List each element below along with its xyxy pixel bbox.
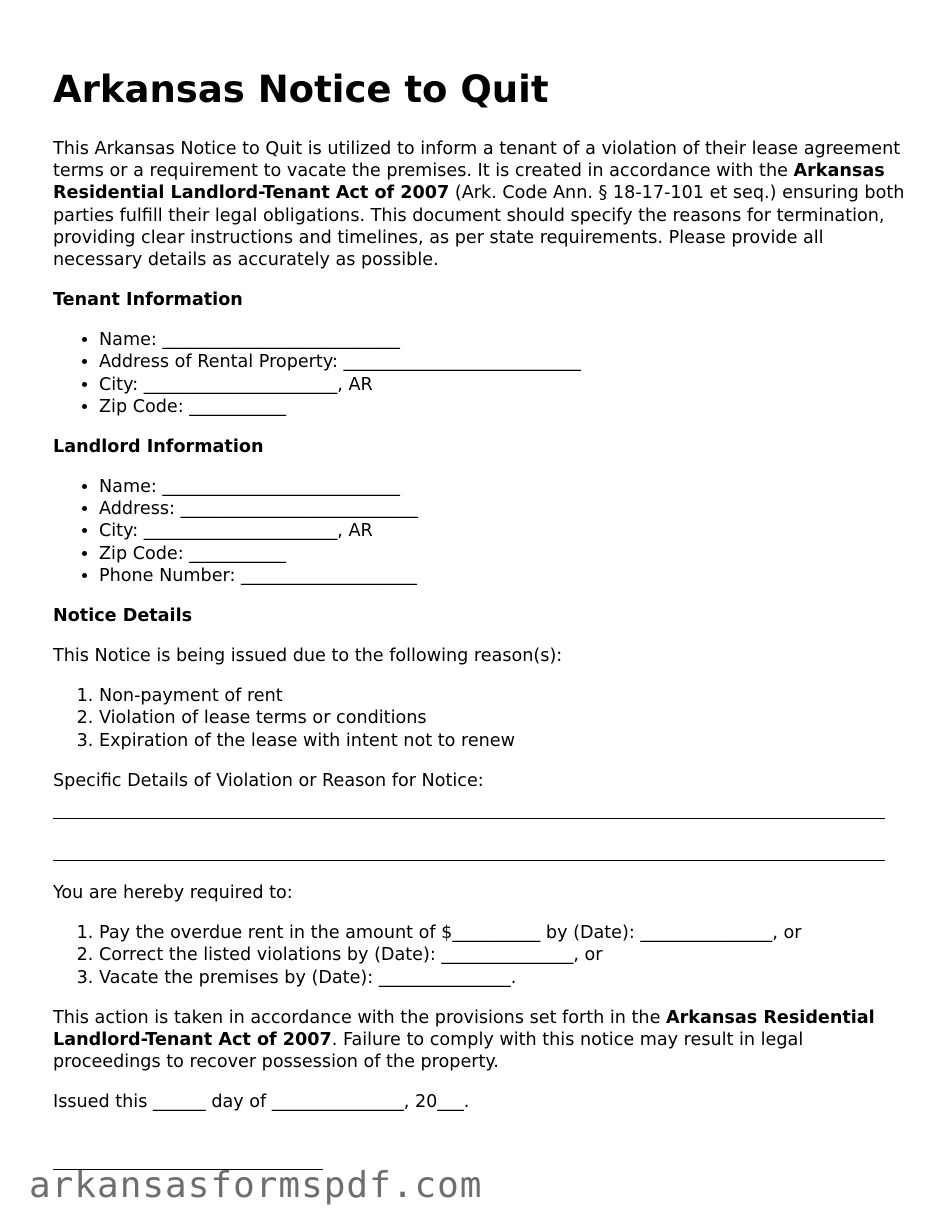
closing-act-name: Arkansas Residential Landlord-Tenant Act of 2007	[53, 1007, 875, 1051]
landlord-zip-field[interactable]: • Zip Code: ___________	[99, 543, 905, 565]
reason-item: 1. Non-payment of rent	[99, 685, 905, 707]
issued-line[interactable]: Issued this ______ day of _______________, 20___.	[53, 1092, 470, 1113]
details-line[interactable]	[53, 840, 885, 861]
reason-item: 2. Violation of lease terms or conditions	[99, 707, 905, 729]
intro-act-name: Arkansas Residential Landlord-Tenant Act of 2007	[53, 161, 885, 204]
closing-text-2: . Failure to comply with this notice may result in legal proceedings to recover possession of the property.	[53, 1030, 804, 1073]
requirements-list	[53, 922, 905, 989]
tenant-name-field[interactable]: • Name: ___________________________	[99, 329, 905, 351]
required-intro: You are hereby required to:	[53, 883, 293, 904]
page-title: Arkansas Notice to Quit	[53, 68, 549, 111]
tenant-address-field[interactable]: • Address of Rental Property: ___________________________	[99, 351, 905, 373]
landlord-address-field[interactable]: • Address: ___________________________	[99, 498, 905, 520]
closing-paragraph	[53, 1007, 905, 1074]
landlord-phone-field[interactable]: • Phone Number: ____________________	[99, 565, 905, 587]
watermark: arkansasformspdf.com	[29, 1165, 483, 1206]
landlord-name-field[interactable]: • Name: ___________________________	[99, 476, 905, 498]
landlord-city-field[interactable]: • City: ______________________, AR	[99, 520, 905, 542]
intro-paragraph	[53, 138, 905, 271]
tenant-zip-field[interactable]: • Zip Code: ___________	[99, 396, 905, 418]
details-label: Specific Details of Violation or Reason for Notice:	[53, 770, 484, 791]
requirement-item[interactable]: 3. Vacate the premises by (Date): _______________.	[99, 967, 905, 989]
requirement-item[interactable]: 2. Correct the listed violations by (Date): _______________, or	[99, 944, 905, 966]
tenant-city-field[interactable]: • City: ______________________, AR	[99, 374, 905, 396]
requirement-item[interactable]: 1. Pay the overdue rent in the amount of $__________ by (Date): _______________, or	[99, 922, 905, 944]
document-body	[53, 66, 905, 1114]
intro-text-2: (Ark. Code Ann. § 18-17-101 et seq.) ensuring both parties fulfill their legal obligations. This document should specify the reasons for termination, providing clear instructions and timelines, as per state requirements. Please provide all necessary details as accurately as possible.	[53, 183, 905, 271]
notice-heading: Notice Details	[53, 606, 193, 627]
closing-text-1: This action is taken in accordance with the provisions set forth in the	[53, 1007, 666, 1028]
tenant-heading: Tenant Information	[53, 290, 243, 311]
intro-text-1: This Arkansas Notice to Quit is utilized to inform a tenant of a violation of their lease agreement terms or a requirement to vacate the premises. It is created in accordance with the	[53, 139, 901, 182]
reason-item: 3. Expiration of the lease with intent not to renew	[99, 730, 905, 752]
reasons-intro: This Notice is being issued due to the following reason(s):	[53, 646, 563, 667]
reasons-list	[53, 685, 905, 752]
landlord-list	[53, 476, 905, 587]
details-line[interactable]	[53, 798, 885, 819]
tenant-list	[53, 329, 905, 418]
landlord-heading: Landlord Information	[53, 437, 264, 458]
